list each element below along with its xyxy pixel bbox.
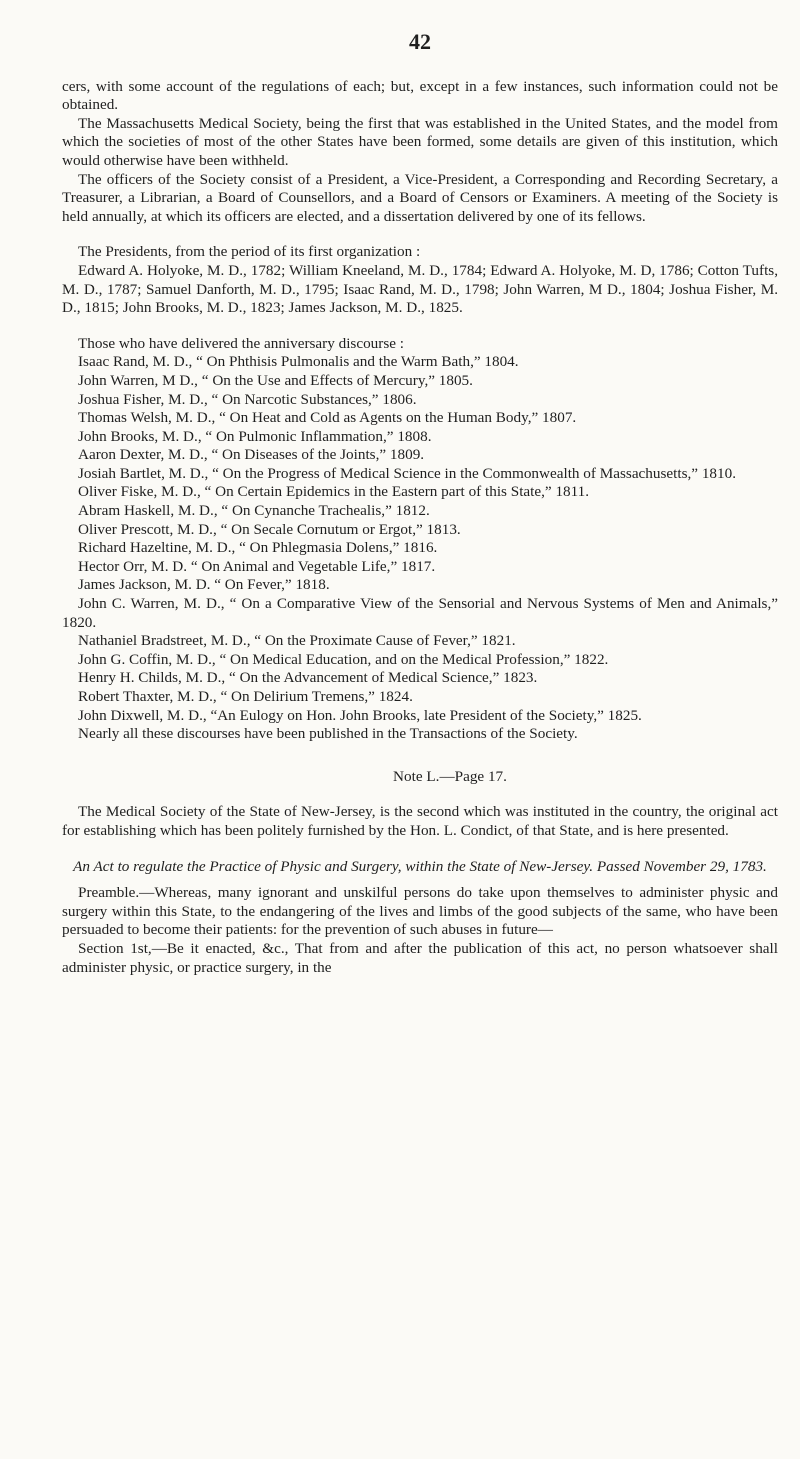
discourse-entry: John Dixwell, M. D., “An Eulogy on Hon. John Brooks, late President of the Society,” 1825. <box>78 706 642 724</box>
intro-paragraph-2: The Massachusetts Medical Society, being the first that was established in the United States, and the model from which the societies of most of the other States have been formed, some details are given of this institution, which would otherwise have been withheld. <box>62 114 778 169</box>
presidents-list: Edward A. Holyoke, M. D., 1782; William Kneeland, M. D., 1784; Edward A. Holyoke, M. D, 1786; Cotton Tufts, M. D., 1787; Samuel Danforth, M. D., 1795; Isaac Rand, M. D., 1798; John Warren, M D., 1804; Joshua Fisher, M. D., 1815; John Brooks, M. D., 1823; James Jackson, M. D., 1825. <box>62 261 778 317</box>
published-note: Nearly all these discourses have been published in the Transactions of the Society. <box>78 725 578 743</box>
discourse-entry: Joshua Fisher, M. D., “ On Narcotic Substances,” 1806. <box>78 390 417 408</box>
document-page <box>62 29 778 977</box>
discourse-entry: Thomas Welsh, M. D., “ On Heat and Cold as Agents on the Human Body,” 1807. <box>78 409 577 427</box>
discourse-entry: James Jackson, M. D. “ On Fever,” 1818. <box>78 576 330 594</box>
section-one: Section 1st,—Be it enacted, &c., That from and after the publication of this act, no person whatsoever shall administer physic, or practice surgery, in the <box>62 939 778 976</box>
note-text: The Medical Society of the State of New-Jersey, is the second which was instituted in the country, the original act for establishing which has been politely furnished by the Hon. L. Condict, of that State, and is here presented. <box>62 803 778 839</box>
discourse-entry: Robert Thaxter, M. D., “ On Delirium Tremens,” 1824. <box>78 688 413 705</box>
intro-paragraph-1: cers, with some account of the regulations of each; but, except in a few instances, such information could not be obtained. <box>62 77 778 114</box>
discourse-entry: Richard Hazeltine, M. D., “ On Phlegmasia Dolens,” 1816. <box>78 539 438 557</box>
act-title: An Act to regulate the Practice of Physic and Surgery, within the State of New-Jersey. Passed November 29, 1783. <box>73 857 767 875</box>
discourse-entry: Abram Haskell, M. D., “ On Cynanche Trachealis,” 1812. <box>78 502 430 520</box>
discourse-entry: Aaron Dexter, M. D., “ On Diseases of the Joints,” 1809. <box>78 446 425 464</box>
preamble: Preamble.—Whereas, many ignorant and unskilful persons do take upon themselves to administer physic and surgery within this State, to the endangering of the lives and limbs of the good subjects of the same, who have been persuaded to become their patients: for the prevention of such abuses in future— <box>62 884 778 939</box>
page-number: 42 <box>409 29 431 54</box>
discourse-entry: Hector Orr, M. D. “ On Animal and Vegetable Life,” 1817. <box>78 557 436 575</box>
discourse-entry: Nathaniel Bradstreet, M. D., “ On the Proximate Cause of Fever,” 1821. <box>78 632 516 650</box>
discourse-entry: Oliver Fiske, M. D., “ On Certain Epidemics in the Eastern part of this State,” 1811. <box>78 483 590 501</box>
intro-paragraph-3: The officers of the Society consist of a President, a Vice-President, a Corresponding and Recording Secretary, a Treasurer, a Librarian, a Board of Counsellors, and a Board of Censors or Examiners. A meeting of the Society is held annually, at which its officers are elected, and a dissertation delivered by one of its fellows. <box>62 170 778 225</box>
presidents-heading: The Presidents, from the period of its first organization : <box>78 243 421 261</box>
discourse-entry: Oliver Prescott, M. D., “ On Secale Cornutum or Ergot,” 1813. <box>78 520 461 538</box>
discourse-entry: Josiah Bartlet, M. D., “ On the Progress of Medical Science in the Commonwealth of Massachusetts,” 1810. <box>78 464 736 482</box>
note-heading: Note L.—Page 17. <box>393 767 507 785</box>
discourse-heading: Those who have delivered the anniversary discourse : <box>78 334 404 352</box>
discourse-entry: John C. Warren, M. D., “ On a Comparative View of the Sensorial and Nervous Systems of Men and Animals,” 1820. <box>62 595 778 631</box>
discourse-list <box>62 353 778 725</box>
discourse-entry: John G. Coffin, M. D., “ On Medical Education, and on the Medical Profession,” 1822. <box>78 650 609 668</box>
discourse-entry: John Brooks, M. D., “ On Pulmonic Inflammation,” 1808. <box>78 427 432 445</box>
discourse-entry: John Warren, M D., “ On the Use and Effects of Mercury,” 1805. <box>78 371 473 389</box>
discourse-entry: Isaac Rand, M. D., “ On Phthisis Pulmonalis and the Warm Bath,” 1804. <box>78 353 519 371</box>
discourse-entry: Henry H. Childs, M. D., “ On the Advancement of Medical Science,” 1823. <box>78 669 538 687</box>
